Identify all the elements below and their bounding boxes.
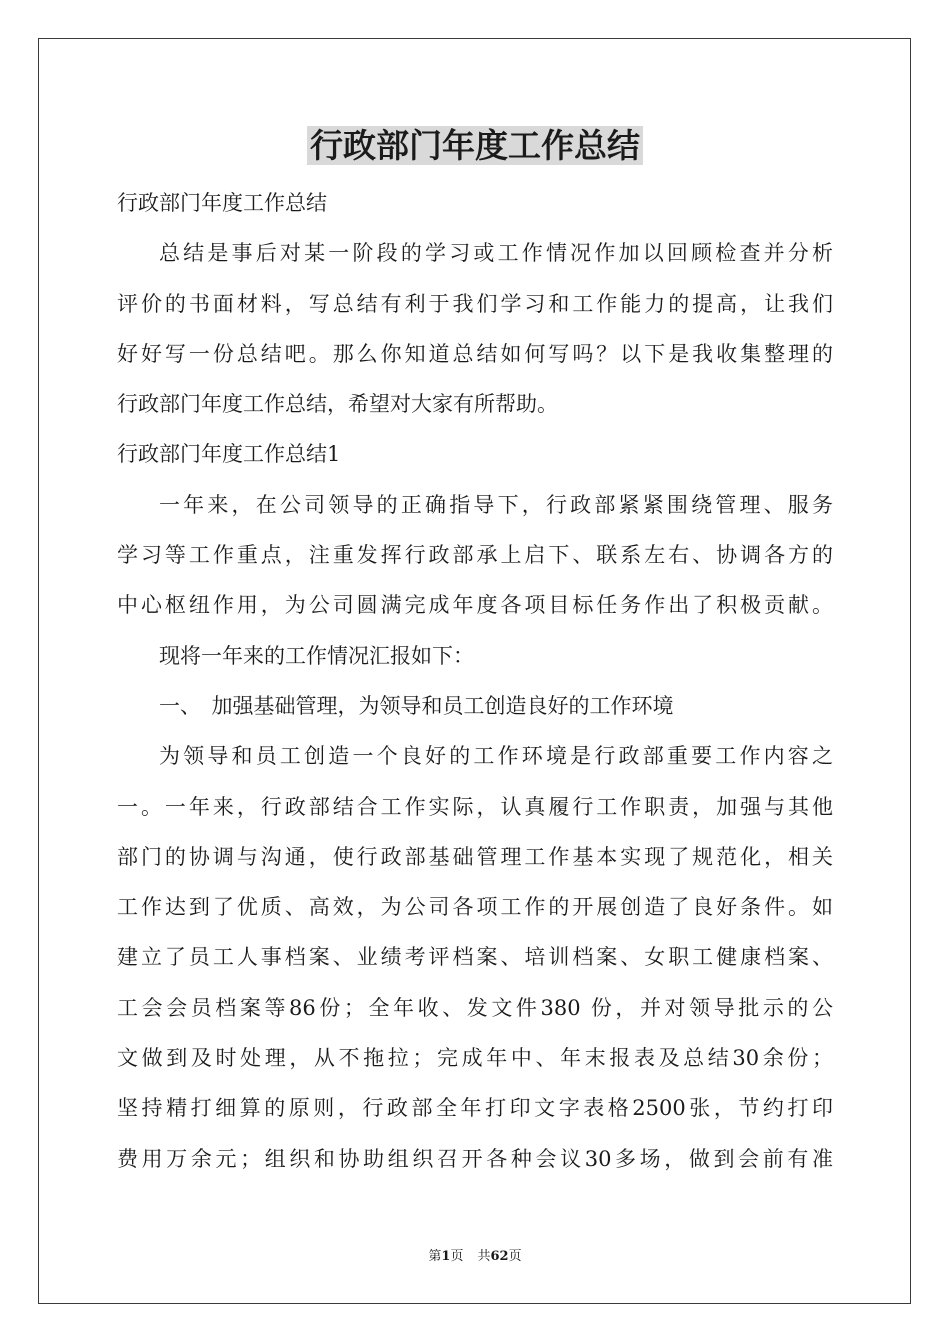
body-line: 行政部门年度工作总结，希望对大家有所帮助。 [117,392,558,417]
body-line: 文做到及时处理，从不拖拉；完成年中、年末报表及总结30余份； [117,1046,833,1071]
body-line: 好好写一份总结吧。那么你知道总结如何写吗？以下是我收集整理的 [117,341,833,366]
body-line: 现将一年来的工作情况汇报如下： [159,643,474,668]
body-line: 工作达到了优质、高效，为公司各项工作的开展创造了良好条件。如 [117,895,833,920]
body-line: 评价的书面材料，写总结有利于我们学习和工作能力的提高，让我们 [117,291,833,316]
body-line: 中心枢纽作用，为公司圆满完成年度各项目标任务作出了积极贡献。 [117,593,833,618]
body-line: 行政部门年度工作总结1 [117,442,341,467]
document-title-text: 行政部门年度工作总结 [307,126,643,165]
body-line: 为领导和员工创造一个良好的工作环境是行政部重要工作内容之 [159,744,833,769]
body-line: 一。一年来，行政部结合工作实际，认真履行工作职责，加强与其他 [117,794,833,819]
footer-page-total: 62 [490,1249,509,1264]
footer-page-suffix: 页 [450,1249,464,1264]
page-footer [0,1248,950,1266]
body-line: 行政部门年度工作总结 [117,191,327,215]
body-line: 学习等工作重点，注重发挥行政部承上启下、联系左右、协调各方的 [117,543,833,568]
body-line: 一年来，在公司领导的正确指导下，行政部紧紧围绕管理、服务 [159,492,833,517]
body-line: 部门的协调与沟通，使行政部基础管理工作基本实现了规范化，相关 [117,844,833,869]
document-title [0,124,950,168]
body-line: 一、 加强基础管理，为领导和员工创造良好的工作环境 [159,693,674,718]
document-body [117,178,833,1184]
footer-total-prefix: 共 [477,1249,491,1264]
body-line: 工会会员档案等86份；全年收、发文件380 份，并对领导批示的公 [117,995,833,1020]
footer-total-suffix: 页 [508,1249,522,1264]
footer-page-prefix: 第 [428,1249,442,1264]
body-line: 费用万余元；组织和协助组织召开各种会议30多场，做到会前有准 [117,1146,833,1171]
body-line: 总结是事后对某一阶段的学习或工作情况作加以回顾检查并分析 [159,241,833,266]
footer-page-current: 1 [441,1249,451,1264]
body-line: 坚持精打细算的原则，行政部全年打印文字表格2500张，节约打印 [117,1096,833,1121]
body-line: 建立了员工人事档案、业绩考评档案、培训档案、女职工健康档案、 [117,945,833,970]
